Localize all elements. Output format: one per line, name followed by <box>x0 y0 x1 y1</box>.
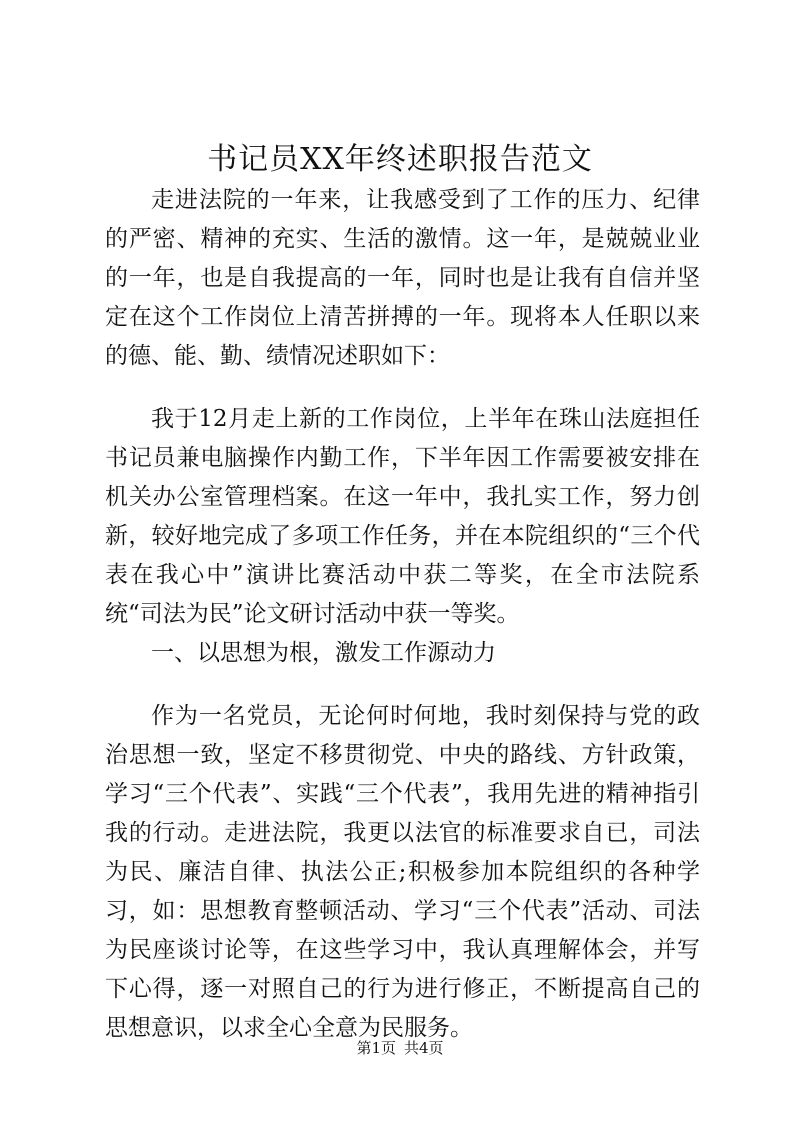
document-body <box>105 181 700 1048</box>
paragraph-work-summary: 我于12月走上新的工作岗位，上半年在珠山法庭担任书记员兼电脑操作内勤工作，下半年因工作需要被安排在机关办公室管理档案。在这一年中，我扎实工作，努力创新，较好地完成了多项工作任务，并在本院组织的“三个代表在我心中”演讲比赛活动中获二等奖，在全市法院系统“司法为民”论文研讨活动中获一等奖。 <box>105 406 700 627</box>
section-heading-1: 一、以思想为根，激发工作源动力 <box>151 640 496 666</box>
total-pages: 共4页 <box>404 1039 444 1057</box>
page-footer <box>0 1038 800 1058</box>
page-number: 第1页 <box>356 1039 396 1057</box>
paragraph-ideology: 作为一名党员，无论何时何地，我时刻保持与党的政治思想一致，坚定不移贯彻党、中央的路线、方针政策，学习“三个代表”、实践“三个代表”，我用先进的精神指引我的行动。走进法院，我更以法官的标准要求自已，司法为民、廉洁自律、执法公正;积极参加本院组织的各种学习，如：思想教育整顿活动、学习“三个代表”活动、司法为民座谈讨论等，在这些学习中，我认真理解体会，并写下心得，逐一对照自己的行为进行修正，不断提高自己的思想意识，以求全心全意为民服务。 <box>105 703 700 1041</box>
document-title: 书记员XX年终述职报告范文 <box>207 142 593 177</box>
paragraph-intro: 走进法院的一年来，让我感受到了工作的压力、纪律的严密、精神的充实、生活的激情。这一年，是兢兢业业的一年，也是自我提高的一年，同时也是让我有自信并坚定在这个工作岗位上清苦拼搏的一年。现将本人任职以来的德、能、勤、绩情况述职如下： <box>105 187 700 369</box>
